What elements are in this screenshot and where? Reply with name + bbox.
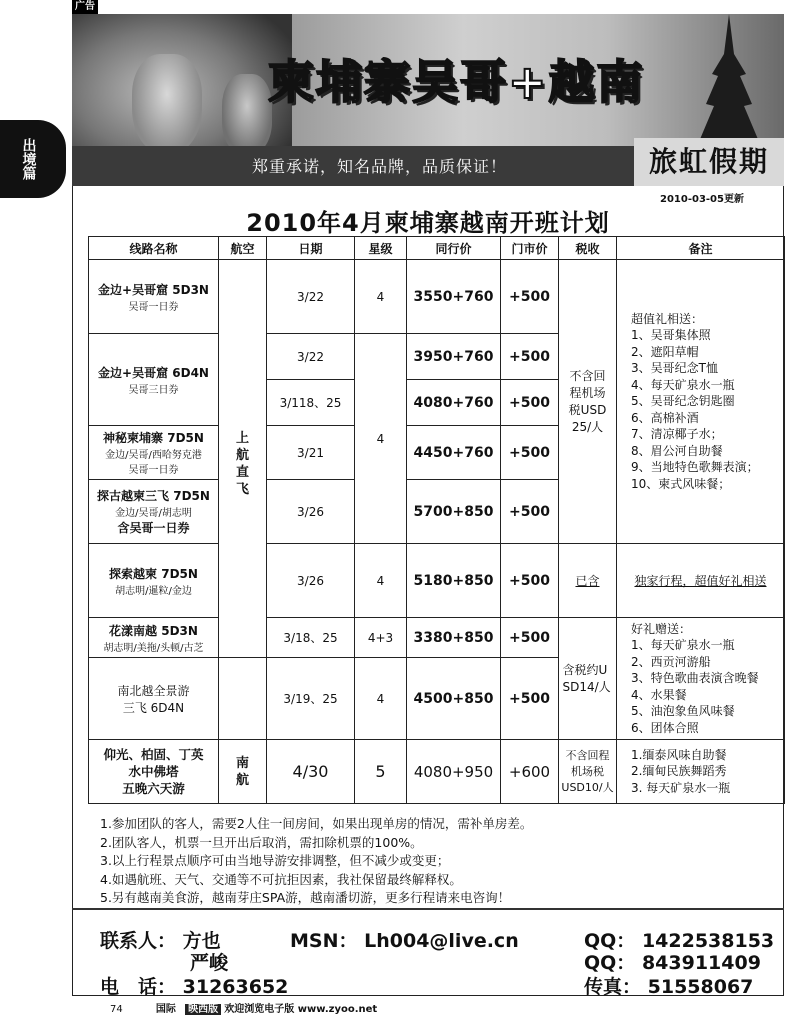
gift-title: 超值礼相送： (631, 311, 704, 326)
star-cell: 4 (355, 544, 407, 618)
retail-cell: +500 (501, 260, 559, 334)
route-name: 金边+吴哥窟 6D4N (98, 365, 209, 380)
page-number: 74 (110, 1004, 123, 1015)
header-cell: 星级 (355, 237, 407, 260)
retail-cell: +500 (501, 480, 559, 544)
date-cell: 3/26 (267, 544, 355, 618)
msn-address: Lh004@live.cn (364, 930, 519, 952)
gift-item: 4、水果餐 (631, 687, 687, 702)
airline-cell (219, 260, 267, 658)
note-item: 1.参加团队的客人，需要2人住一间房间，如果出现单房的情况，需补单房差。 (100, 816, 533, 831)
phone-label: 电 话： (100, 976, 177, 998)
price-cell: 5700+850 (407, 480, 501, 544)
date-cell: 4/30 (267, 740, 355, 804)
gift-item: 6、团体合照 (631, 720, 699, 735)
price-cell: 5180+850 (407, 544, 501, 618)
star-cell: 4 (355, 334, 407, 544)
route-name: 金边+吴哥窟 5D3N (98, 282, 209, 297)
retail-cell: +500 (501, 426, 559, 480)
route-sub: 胡志明/美拖/头顿/古芝 (103, 642, 204, 654)
price-cell: 4450+760 (407, 426, 501, 480)
airline-cell (219, 740, 267, 804)
star-cell: 4 (355, 260, 407, 334)
star-cell: 4 (355, 658, 407, 740)
update-date: 2010-03-05更新 (660, 194, 744, 205)
table-row (89, 544, 785, 618)
tax-note: 不含回程机场税USD 25/人 (568, 368, 607, 434)
gift-item: 4、每天矿泉水一瓶 (631, 377, 735, 392)
date-cell: 3/118、25 (267, 380, 355, 426)
contact-person-1: 方也 (182, 930, 221, 952)
tax-cell (559, 260, 617, 544)
retail-cell: +500 (501, 618, 559, 658)
table-header-row (89, 237, 785, 260)
price-cell: 3950+760 (407, 334, 501, 380)
tax-cell (559, 544, 617, 618)
star-cell: 5 (355, 740, 407, 804)
contact-fax (584, 972, 753, 999)
route-sub: 吴哥一日券 (128, 465, 179, 476)
note-item: 2.团队客人，机票一旦开出后取消，需扣除机票的100%。 (100, 834, 423, 850)
phone-number: 31263652 (182, 976, 289, 998)
tour-schedule-table (88, 236, 785, 804)
footer-section: 国际 (155, 1004, 176, 1015)
ad-tag: 广告 (72, 0, 98, 14)
gift-cell (617, 740, 785, 804)
gift-item: 3、吴哥纪念T恤 (631, 361, 718, 376)
route-sub: 五晚六天游 (122, 781, 185, 796)
route-name: 仰光、柏固、丁英 (103, 747, 204, 762)
route-name-cell (89, 658, 219, 740)
gift-item: 5、油泡象鱼风味餐 (631, 704, 735, 719)
retail-cell: +500 (501, 380, 559, 426)
pagoda-silhouette-icon (694, 14, 764, 154)
gift-title: 好礼赠送： (631, 621, 692, 636)
agency-name: 旅虹假期 (634, 138, 784, 186)
retail-cell: +600 (501, 740, 559, 804)
route-sub: 三飞 6D4N (122, 700, 185, 715)
header-banner (72, 14, 784, 186)
route-sub: 吴哥三日券 (128, 384, 179, 396)
page-footer (110, 1000, 377, 1015)
route-sub: 金边/吴哥/胡志明 (115, 508, 192, 519)
date-cell: 3/26 (267, 480, 355, 544)
date-cell: 3/21 (267, 426, 355, 480)
route-name-cell (89, 334, 219, 426)
msn-label: MSN： (290, 930, 358, 952)
remark-text: 独家行程，超值好礼相送 (634, 574, 767, 588)
footer-text: 欢迎浏览电子版 www.zyoo.net (224, 1004, 378, 1015)
contact-person-2: 严峻 (190, 952, 229, 974)
route-name-cell (89, 618, 219, 658)
qq-number: 843911409 (641, 952, 761, 974)
route-name-cell (89, 426, 219, 480)
price-cell: 4500+850 (407, 658, 501, 740)
notes-list (100, 815, 532, 908)
route-name-cell (89, 260, 219, 334)
airline-shanghai: 上航直飞 (235, 431, 249, 497)
gift-item: 5、吴哥纪念钥匙圈 (631, 394, 735, 409)
gift-cell (617, 618, 785, 740)
route-sub: 水中佛塔 (128, 764, 179, 779)
table-row (89, 260, 785, 334)
statue-face-image (132, 54, 202, 154)
side-tab-label: 出境篇 (20, 138, 37, 180)
route-name-cell (89, 544, 219, 618)
date-cell: 3/22 (267, 334, 355, 380)
remark-cell (617, 544, 785, 618)
contact-phone (100, 972, 288, 999)
note-item: 3.以上行程景点顺序可由当地导游安排调整，但不减少或变更； (100, 853, 450, 868)
qq-number: 1422538153 (641, 930, 775, 952)
divider (72, 908, 784, 910)
tax-note: 不含回程机场税USD10/人 (561, 748, 614, 794)
gift-item: 10、柬式风味餐； (631, 476, 731, 491)
gift-item: 6、高棉补酒 (631, 410, 699, 425)
banner-title: 柬埔寨吴哥+越南 (268, 55, 645, 109)
date-cell: 3/22 (267, 260, 355, 334)
route-name: 探古越柬三飞 7D5N (97, 489, 210, 503)
gift-item: 9、当地特色歌舞表演； (631, 460, 759, 475)
gift-item: 2、西贡河游船 (631, 654, 711, 669)
header-cell: 同行价 (407, 237, 501, 260)
gift-cell (617, 260, 785, 544)
gift-item: 1、吴哥集体照 (631, 328, 711, 343)
qq-label: QQ： (584, 952, 636, 974)
route-sub: 吴哥一日券 (128, 301, 179, 313)
gift-item: 1、每天矿泉水一瓶 (631, 638, 735, 653)
gift-item: 1.缅泰风味自助餐 (631, 747, 727, 762)
header-cell: 线路名称 (89, 237, 219, 260)
contact-person-label: 联系人： (100, 930, 177, 952)
tax-cell (559, 618, 617, 740)
price-cell: 4080+760 (407, 380, 501, 426)
price-cell: 4080+950 (407, 740, 501, 804)
route-name: 神秘柬埔寨 7D5N (103, 431, 204, 445)
airline-cell (219, 658, 267, 740)
gift-item: 3、特色歌曲表演含晚餐 (631, 671, 759, 686)
statue-face-image (222, 74, 272, 154)
header-cell: 门市价 (501, 237, 559, 260)
airline-south: 南航 (235, 755, 249, 788)
route-sub: 胡志明/暹粒/金边 (115, 585, 192, 597)
retail-cell: +500 (501, 334, 559, 380)
header-cell: 航空 (219, 237, 267, 260)
footer-logo: 映西版 (185, 1004, 221, 1015)
table-row (89, 740, 785, 804)
plan-title: 2010年4月柬埔寨越南开班计划 (246, 209, 610, 237)
date-cell: 3/18、25 (267, 618, 355, 658)
note-item: 4.如遇航班、天气、交通等不可抗拒因素，我社保留最终解释权。 (100, 871, 462, 887)
retail-cell: +500 (501, 658, 559, 740)
route-name: 花漾南越 5D3N (109, 623, 198, 638)
date-cell: 3/19、25 (267, 658, 355, 740)
route-sub: 金边/吴哥/西哈努克港 (105, 450, 202, 461)
tax-cell (559, 740, 617, 804)
route-name: 探索越柬 7D5N (109, 566, 198, 581)
route-name-cell (89, 480, 219, 544)
header-cell: 税收 (559, 237, 617, 260)
header-cell: 日期 (267, 237, 355, 260)
tax-note: 已含 (575, 574, 600, 588)
gift-item: 7、清凉椰子水； (631, 427, 723, 442)
gift-item: 3. 每天矿泉水一瓶 (631, 780, 731, 795)
tax-note: 含税约USD14/人 (562, 662, 611, 694)
retail-cell: +500 (501, 544, 559, 618)
header-cell: 备注 (617, 237, 785, 260)
price-cell: 3550+760 (407, 260, 501, 334)
note-item: 5.另有越南美食游，越南芽庄SPA游，越南潘切游，更多行程请来电咨询！ (100, 890, 511, 905)
section-side-tab (0, 120, 66, 198)
gift-item: 2.缅甸民族舞蹈秀 (631, 764, 727, 779)
star-cell: 4+3 (355, 618, 407, 658)
route-sub: 含吴哥一日券 (117, 521, 190, 535)
contact-msn (290, 926, 519, 953)
price-cell: 3380+850 (407, 618, 501, 658)
gift-item: 8、眉公河自助餐 (631, 443, 723, 458)
route-name-cell (89, 740, 219, 804)
banner-slogan: 郑重承诺，知名品牌，品质保证！ (252, 157, 508, 176)
gift-item: 2、遮阳草帽 (631, 344, 699, 359)
route-name: 南北越全景游 (117, 683, 190, 698)
fax-label: 传真： (584, 976, 642, 998)
contact-qq-2 (584, 948, 761, 975)
table-row (89, 618, 785, 658)
fax-number: 51558067 (647, 976, 754, 998)
qq-label: QQ： (584, 930, 636, 952)
